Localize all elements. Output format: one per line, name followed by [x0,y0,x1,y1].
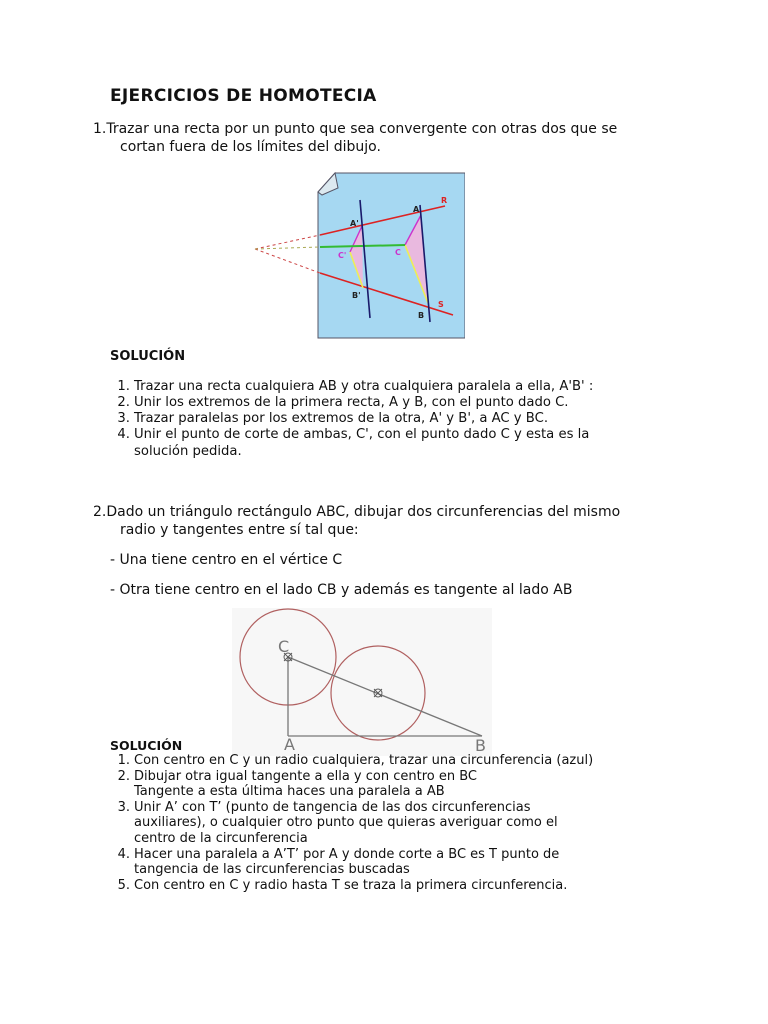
exercise-1-statement-line1: 1.Trazar una recta por un punto que sea convergente con otras dos que se [93,121,618,137]
exercise-2-statement-line1: 2.Dado un triángulo rectángulo ABC, dibujar dos circunferencias del mismo [93,504,621,520]
label-b-prime: B' [352,291,361,300]
label-b-vertex: B [475,736,486,755]
label-s: S [438,300,444,309]
label-c: C [395,248,401,257]
label-b: B [418,311,425,320]
label-c-vertex: C [278,637,290,656]
label-r: R [441,196,448,205]
exercise-1-statement-line2: cortan fuera de los límites del dibujo. [120,139,381,155]
page-title: EJERCICIOS DE HOMOTECIA [110,86,377,106]
label-a-prime: A' [350,219,359,228]
exercise-2-condition-2: - Otra tiene centro en el lado CB y además es tangente al lado AB [110,582,573,598]
label-c-prime: C' [338,251,347,260]
solution-2-heading: SOLUCIÓN [110,738,183,753]
label-a: A [413,205,420,214]
exercise-2-statement-line2: radio y tangentes entre sí tal que: [120,522,359,538]
label-a-vertex: A [284,735,295,754]
exercise-2-condition-1: - Una tiene centro en el vértice C [110,552,343,568]
homothety-figure [250,170,465,342]
solution-1-heading: SOLUCIÓN [110,349,186,364]
tangent-circles-figure [232,608,492,756]
